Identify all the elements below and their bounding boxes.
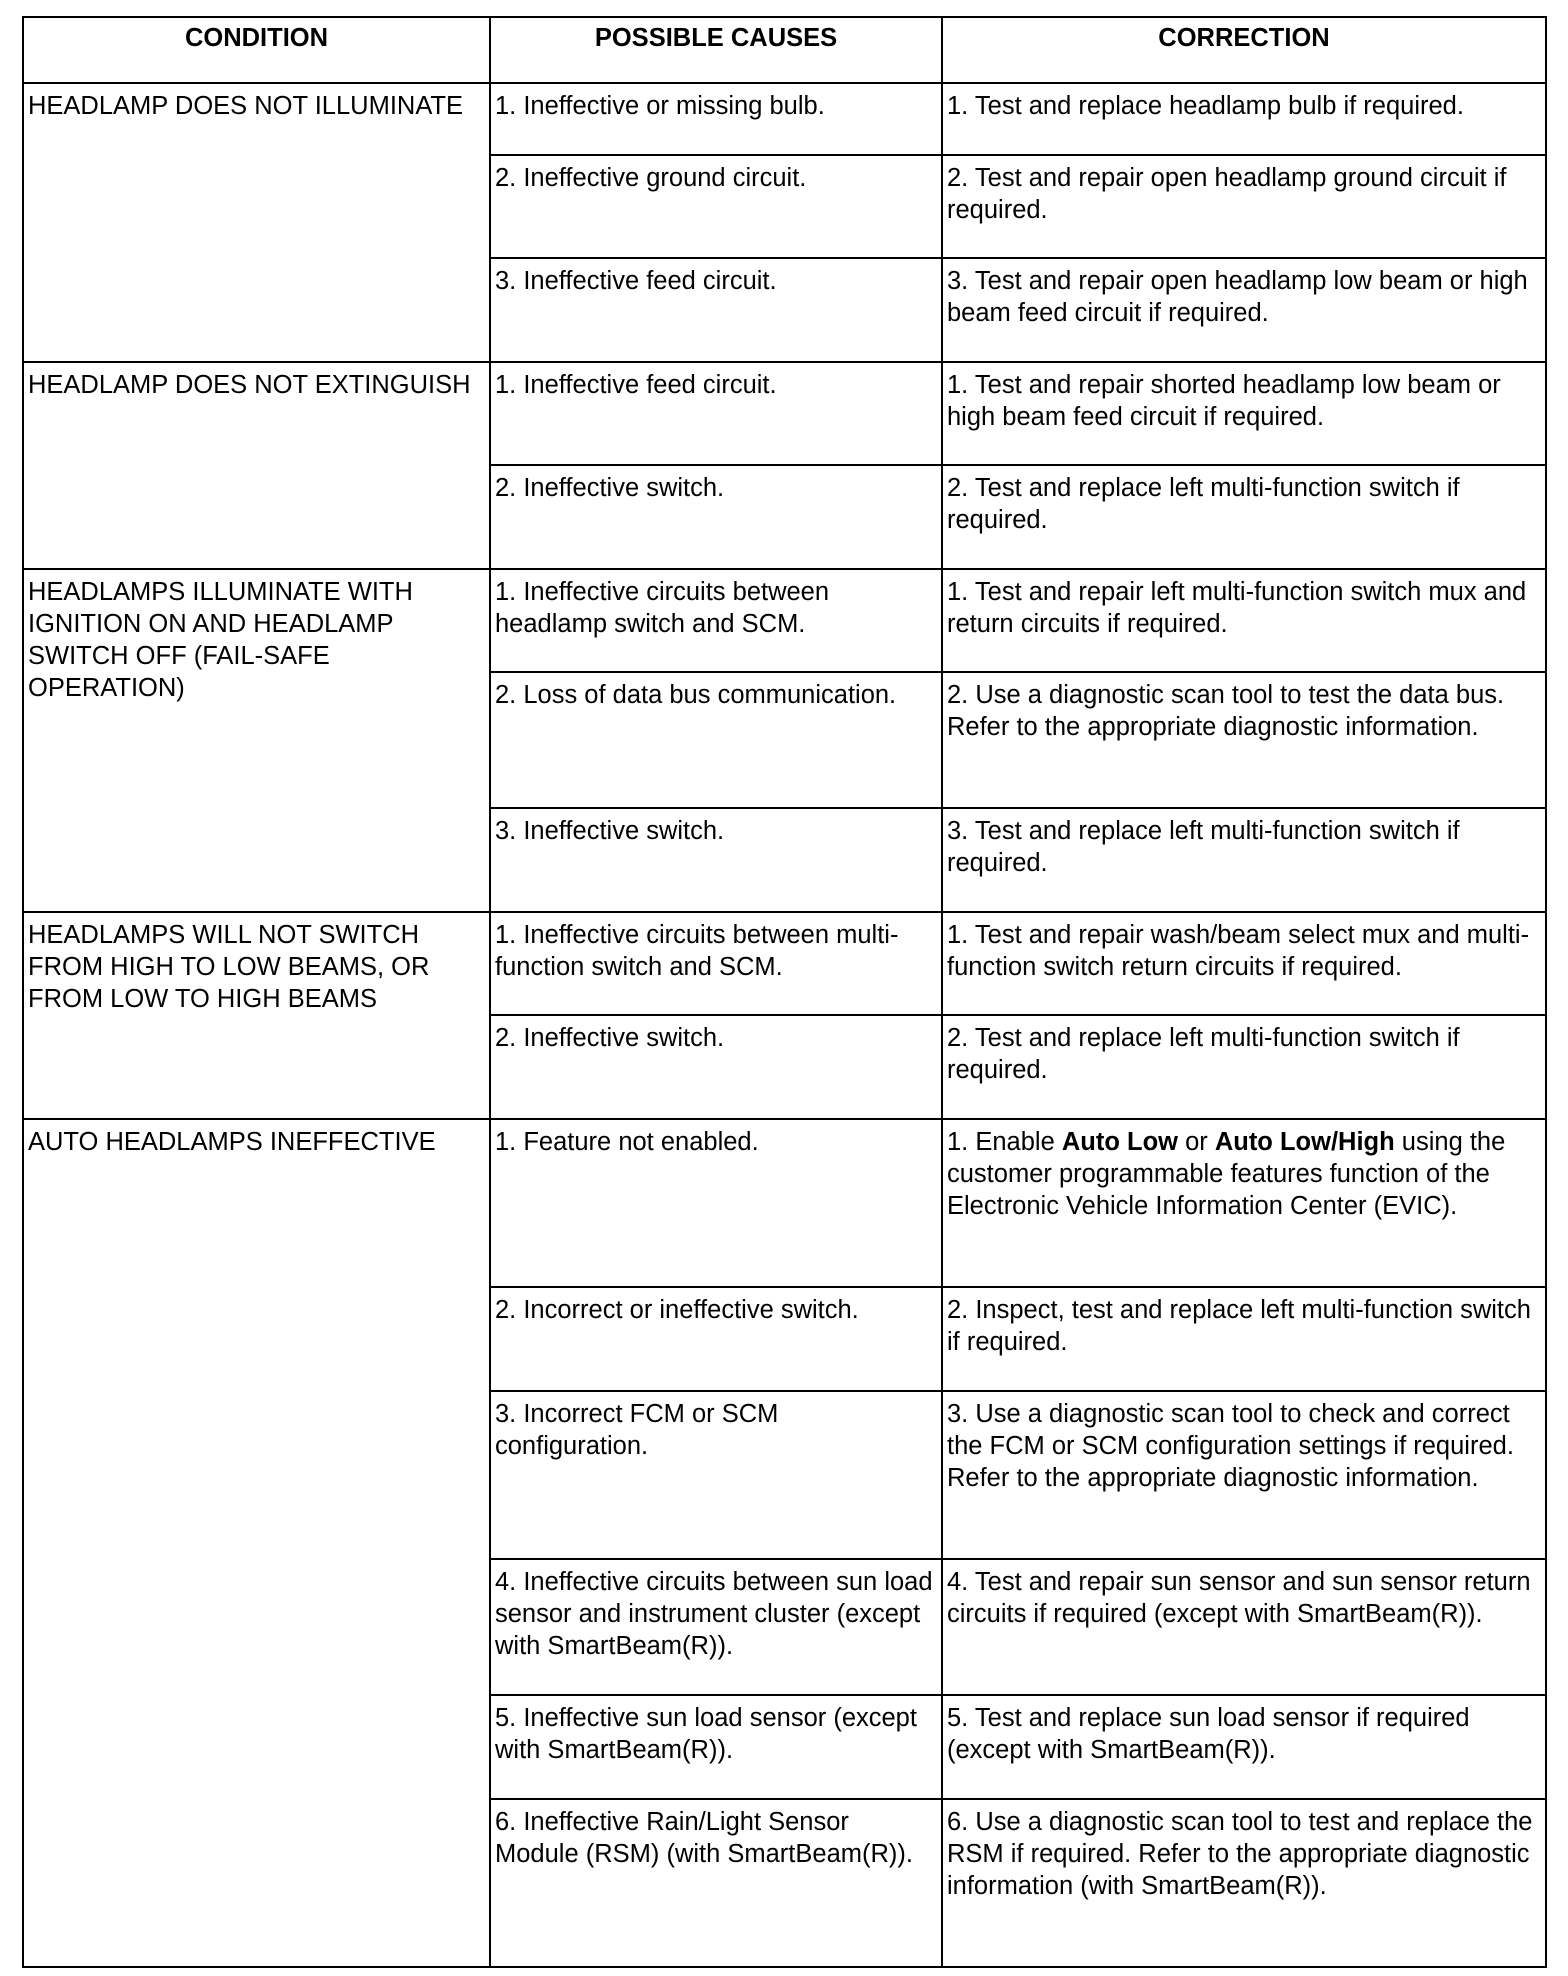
correction-cell: 1. Test and repair wash/beam select mux and multi-function switch return circuits if required.	[942, 912, 1546, 1015]
cause-cell: 3. Incorrect FCM or SCM configuration.	[490, 1391, 942, 1559]
correction-text: or	[1177, 1128, 1215, 1156]
cause-cell: 3. Ineffective feed circuit.	[490, 258, 942, 362]
correction-cell: 1. Test and repair shorted headlamp low beam or high beam feed circuit if required.	[942, 362, 1546, 465]
diagnosis-table	[22, 16, 1547, 1968]
correction-cell: 2. Test and replace left multi-function switch if required.	[942, 1015, 1546, 1119]
correction-cell: 4. Test and repair sun sensor and sun sensor return circuits if required (except with SmartBeam(R)).	[942, 1559, 1546, 1695]
header-row	[23, 17, 1546, 83]
diagnosis-table-container	[22, 16, 1547, 1968]
auto-low-high-option: Auto Low/High	[1214, 1128, 1395, 1156]
correction-text: 1. Enable	[947, 1128, 1062, 1156]
correction-cell: 2. Use a diagnostic scan tool to test the data bus. Refer to the appropriate diagnostic information.	[942, 672, 1546, 808]
table-row	[23, 1119, 1546, 1287]
correction-cell: 2. Inspect, test and replace left multi-function switch if required.	[942, 1287, 1546, 1391]
condition-cell: AUTO HEADLAMPS INEFFECTIVE	[23, 1119, 490, 1967]
header-condition: CONDITION	[23, 17, 490, 83]
table-row	[23, 912, 1546, 1015]
cause-cell: 1. Ineffective or missing bulb.	[490, 83, 942, 155]
table-row	[23, 83, 1546, 155]
cause-cell: 2. Loss of data bus communication.	[490, 672, 942, 808]
header-correction: CORRECTION	[942, 17, 1546, 83]
header-possible-causes: POSSIBLE CAUSES	[490, 17, 942, 83]
cause-cell: 2. Incorrect or ineffective switch.	[490, 1287, 942, 1391]
auto-low-option: Auto Low	[1061, 1128, 1178, 1156]
table-row	[23, 362, 1546, 465]
correction-cell: 1. Test and replace headlamp bulb if required.	[942, 83, 1546, 155]
cause-cell: 4. Ineffective circuits between sun load sensor and instrument cluster (except with SmartBeam(R)).	[490, 1559, 942, 1695]
table-row	[23, 569, 1546, 672]
condition-cell: HEADLAMPS ILLUMINATE WITH IGNITION ON AND HEADLAMP SWITCH OFF (FAIL-SAFE OPERATION)	[23, 569, 490, 912]
condition-cell: HEADLAMP DOES NOT EXTINGUISH	[23, 362, 490, 569]
correction-cell: 2. Test and repair open headlamp ground circuit if required.	[942, 155, 1546, 258]
correction-cell: 6. Use a diagnostic scan tool to test and replace the RSM if required. Refer to the appropriate diagnostic information (with SmartBeam(R)).	[942, 1799, 1546, 1967]
correction-cell: 2. Test and replace left multi-function switch if required.	[942, 465, 1546, 569]
correction-cell: 5. Test and replace sun load sensor if required (except with SmartBeam(R)).	[942, 1695, 1546, 1799]
correction-cell: 3. Test and repair open headlamp low beam or high beam feed circuit if required.	[942, 258, 1546, 362]
cause-cell: 1. Feature not enabled.	[490, 1119, 942, 1287]
cause-cell: 1. Ineffective feed circuit.	[490, 362, 942, 465]
cause-cell: 2. Ineffective ground circuit.	[490, 155, 942, 258]
cause-cell: 5. Ineffective sun load sensor (except with SmartBeam(R)).	[490, 1695, 942, 1799]
correction-cell: 3. Use a diagnostic scan tool to check and correct the FCM or SCM configuration settings if required. Refer to the appropriate diagnostic information.	[942, 1391, 1546, 1559]
correction-cell: 3. Test and replace left multi-function switch if required.	[942, 808, 1546, 912]
correction-text: using the customer programmable features function of the Electronic Vehicle Information Center (EVIC).	[947, 1128, 1506, 1220]
cause-cell: 1. Ineffective circuits between headlamp switch and SCM.	[490, 569, 942, 672]
correction-cell	[942, 1119, 1546, 1287]
cause-cell: 2. Ineffective switch.	[490, 1015, 942, 1119]
cause-cell: 2. Ineffective switch.	[490, 465, 942, 569]
correction-cell: 1. Test and repair left multi-function switch mux and return circuits if required.	[942, 569, 1546, 672]
cause-cell: 1. Ineffective circuits between multi-function switch and SCM.	[490, 912, 942, 1015]
condition-cell: HEADLAMP DOES NOT ILLUMINATE	[23, 83, 490, 362]
cause-cell: 3. Ineffective switch.	[490, 808, 942, 912]
condition-cell: HEADLAMPS WILL NOT SWITCH FROM HIGH TO LOW BEAMS, OR FROM LOW TO HIGH BEAMS	[23, 912, 490, 1119]
cause-cell: 6. Ineffective Rain/Light Sensor Module (RSM) (with SmartBeam(R)).	[490, 1799, 942, 1967]
